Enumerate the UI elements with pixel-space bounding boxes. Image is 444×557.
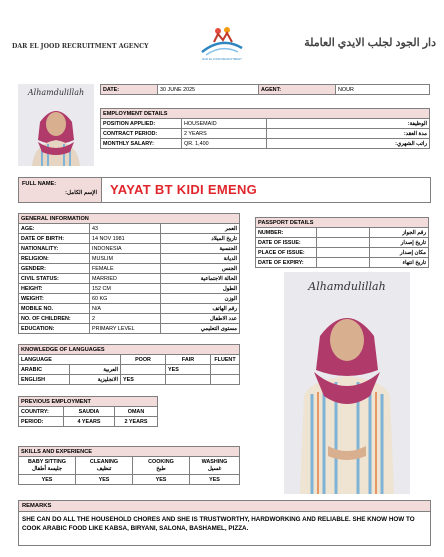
date-value: 30 JUNE 2025: [158, 85, 259, 95]
language-header: LANGUAGE: [19, 355, 121, 365]
date-agent-table: [100, 84, 430, 95]
full-name-label: FULL NAME:: [22, 181, 57, 187]
fluent-header: FLUENT: [211, 355, 240, 365]
remarks-title: REMARKS: [19, 501, 430, 512]
mobile-label: MOBILE NO.: [19, 304, 90, 314]
weight-label: WEIGHT:: [19, 294, 90, 304]
agency-name-en: DAR EL JOOD RECRUITMENT AGENCY: [12, 43, 149, 50]
civil-status-label: CIVIL STATUS:: [19, 274, 90, 284]
skill-cleaning-label: CLEANING تنظيف: [76, 457, 133, 475]
remarks-text: SHE CAN DO ALL THE HOUSEHOLD CHORES AND SHE IS TRUSTWORTHY, HARDWORKING AND RELIABLE. SHE KNOW HOW TO COOK ARABIC FOOD LIKE KABSA, BIRYANI, SALONA, BASHAMEL, PIZZA.: [22, 516, 415, 532]
agent-label: AGENT:: [259, 85, 336, 95]
languages-table: [18, 344, 240, 385]
gender-label-ar: الجنس: [161, 264, 240, 274]
agency-logo: [196, 22, 248, 64]
salary-label-ar: راتب الشهري:: [267, 139, 430, 149]
height-value: 152 CM: [90, 284, 161, 294]
dob-label: DATE OF BIRTH:: [19, 234, 90, 244]
age-value: 43: [90, 224, 161, 234]
period-2: 2 YEARS: [115, 417, 158, 427]
age-label: AGE:: [19, 224, 90, 234]
arabic-fluent: [211, 365, 240, 375]
english-label-ar: الانجليزية: [70, 375, 121, 385]
skill-washing-value: YES: [190, 475, 240, 485]
arabic-poor: [121, 365, 166, 375]
english-poor: YES: [121, 375, 166, 385]
issue-date-label: DATE OF ISSUE:: [256, 238, 317, 248]
applicant-photo-small: [18, 84, 94, 166]
full-name-value: YAYAT BT KIDI EMENG: [110, 182, 258, 197]
passport-number-label: NUMBER:: [256, 228, 317, 238]
photo-caption: Alhamdulillah: [27, 88, 85, 97]
country-1: SAUDIA: [64, 407, 115, 417]
arabic-fair: YES: [166, 365, 211, 375]
gender-label: GENDER:: [19, 264, 90, 274]
salary-label: MONTHLY SALARY:: [101, 139, 182, 149]
weight-label-ar: الوزن: [161, 294, 240, 304]
language-row: [19, 365, 240, 375]
weight-value: 60 KG: [90, 294, 161, 304]
header: [0, 0, 444, 80]
gender-value: FEMALE: [90, 264, 161, 274]
employment-title: EMPLOYMENT DETAILS: [101, 109, 430, 119]
english-fluent: [211, 375, 240, 385]
issue-date-value: [317, 238, 370, 248]
date-label: DATE:: [101, 85, 158, 95]
salary-value: QR. 1,400: [182, 139, 267, 149]
age-label-ar: العمر: [161, 224, 240, 234]
contract-value: 2 YEARS: [182, 129, 267, 139]
country-2: OMAN: [115, 407, 158, 417]
issue-date-label-ar: تاريخ إصدار: [370, 238, 429, 248]
skills-table: [18, 446, 240, 485]
height-label-ar: الطول: [161, 284, 240, 294]
expiry-date-value: [317, 258, 370, 268]
full-name-value-box: [101, 177, 431, 203]
photo-caption-large: Alhamdulillah: [308, 280, 386, 293]
nationality-label: NATIONALITY:: [19, 244, 90, 254]
mobile-label-ar: رقم الهاتف: [161, 304, 240, 314]
english-fair: [166, 375, 211, 385]
position-label-ar: الوظيفة:: [267, 119, 430, 129]
passport-number-value: [317, 228, 370, 238]
issue-place-label-ar: مكان إصدار: [370, 248, 429, 258]
issue-place-label: PLACE OF ISSUE:: [256, 248, 317, 258]
position-value: HOUSEMAID: [182, 119, 267, 129]
nationality-value: INDONESIA: [90, 244, 161, 254]
religion-label: RELIGION:: [19, 254, 90, 264]
remarks-box: [18, 500, 431, 546]
education-value: PRIMARY LEVEL: [90, 324, 161, 334]
logo-subtitle: DAR EL JOOD RECRUITMENT: [202, 57, 242, 61]
skill-babysitting-label: BABY SITTING جليسة أطفال: [19, 457, 76, 475]
passport-title: PASSPORT DETAILS: [256, 218, 429, 228]
general-title: GENERAL INFORMATION: [19, 214, 240, 224]
passport-details-table: [255, 217, 429, 268]
height-label: HEIGHT:: [19, 284, 90, 294]
skill-babysitting-value: YES: [19, 475, 76, 485]
period-label: PERIOD:: [19, 417, 64, 427]
employment-row: [101, 129, 430, 139]
arabic-label: ARABIC: [19, 365, 70, 375]
civil-status-label-ar: الحالة الاجتماعية: [161, 274, 240, 284]
country-label: COUNTRY:: [19, 407, 64, 417]
languages-title: KNOWLEDGE OF LANGUAGES: [19, 345, 240, 355]
previous-title: PREVIOUS EMPLOYMENT: [19, 397, 158, 407]
skill-cleaning-value: YES: [76, 475, 133, 485]
skill-washing-label: WASHING غسيل: [190, 457, 240, 475]
children-value: 2: [90, 314, 161, 324]
employment-row: [101, 139, 430, 149]
period-1: 4 YEARS: [64, 417, 115, 427]
contract-label: CONTRACT PERIOD:: [101, 129, 182, 139]
education-label-ar: مستوى التعليمي: [161, 324, 240, 334]
nationality-label-ar: الجنسية: [161, 244, 240, 254]
language-row: [19, 375, 240, 385]
expiry-date-label: DATE OF EXPIRY:: [256, 258, 317, 268]
religion-value: MUSLIM: [90, 254, 161, 264]
fair-header: FAIR: [166, 355, 211, 365]
passport-number-label-ar: رقم الجواز: [370, 228, 429, 238]
civil-status-value: MARRIED: [90, 274, 161, 284]
arabic-label-ar: العربية: [70, 365, 121, 375]
english-label: ENGLISH: [19, 375, 70, 385]
religion-label-ar: الديانة: [161, 254, 240, 264]
full-name-label-box: [18, 177, 102, 203]
skill-cooking-label: COOKING طبخ: [133, 457, 190, 475]
employment-row: [101, 119, 430, 129]
previous-employment-table: [18, 396, 158, 427]
mobile-value: N/A: [90, 304, 161, 314]
contract-label-ar: مدة العقد:: [267, 129, 430, 139]
applicant-photo-large: [284, 272, 410, 494]
full-name-label-ar: الإسم الكامل:: [65, 190, 97, 196]
dob-value: 14 NOV 1981: [90, 234, 161, 244]
employment-details-table: [100, 108, 430, 149]
skill-cooking-value: YES: [133, 475, 190, 485]
children-label: NO. OF CHILDREN:: [19, 314, 90, 324]
expiry-date-label-ar: تاريخ انتهاء: [370, 258, 429, 268]
agency-name-ar: دار الجود لجلب الايدي العاملة: [304, 37, 436, 49]
dob-label-ar: تاريخ الميلاد: [161, 234, 240, 244]
position-label: POSITION APPLIED:: [101, 119, 182, 129]
children-label-ar: عدد الاطفال: [161, 314, 240, 324]
agent-value: NOUR: [336, 85, 430, 95]
general-info-table: [18, 213, 240, 334]
skills-title: SKILLS AND EXPERIENCE: [19, 447, 240, 457]
poor-header: POOR: [121, 355, 166, 365]
issue-place-value: [317, 248, 370, 258]
education-label: EDUCATION:: [19, 324, 90, 334]
